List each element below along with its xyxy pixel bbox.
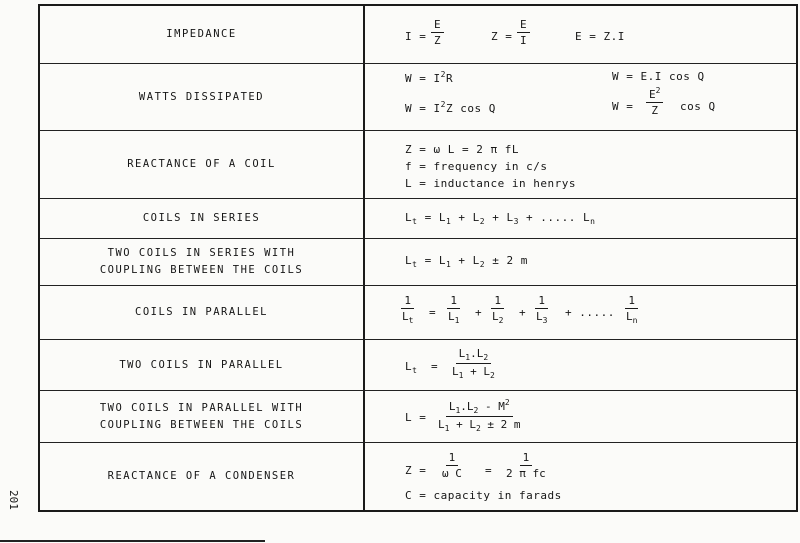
product-over-sum: $\frac{L_1.L_2}{L_1 + L_2}$ xyxy=(452,347,495,380)
z-lhs: Z = xyxy=(491,30,513,43)
one-over-lt: $\frac{1}{L_t}$ xyxy=(402,294,414,325)
one-over-l3: $\frac{1}{L_3}$ xyxy=(536,294,548,325)
inductive-reactance: Z = ω L = 2 π fL xyxy=(405,143,519,156)
one-over-2pifc: $\frac{1}{\text{2 π fc}}$ xyxy=(506,451,546,480)
footer-rule xyxy=(0,540,265,542)
coupled-fraction: $\frac{L_1.L_2 - M^2}{L_1 + L_2 \pm 2 m}$ xyxy=(438,398,521,433)
parallel-coupled-formula xyxy=(369,391,796,442)
coils-parallel-formula xyxy=(369,286,796,339)
table-row xyxy=(40,199,796,239)
table-row xyxy=(40,6,796,64)
table-row xyxy=(40,443,796,510)
e-equals-zi: E = Z.I xyxy=(575,30,625,43)
row-title: TWO COILS IN PARALLEL WITH COUPLING BETWEEN THE COILS xyxy=(40,391,365,442)
watts-i2z-cos: $W = I^2Z$ cos Q xyxy=(405,100,496,115)
equals-sign: = xyxy=(431,360,439,373)
row-title: TWO COILS IN PARALLEL xyxy=(40,340,365,390)
capacity-definition: C = capacity in farads xyxy=(405,489,562,502)
row-title: REACTANCE OF A CONDENSER xyxy=(40,443,365,510)
table-row xyxy=(40,131,796,199)
one-over-ln: $\frac{1}{L_n}$ xyxy=(626,294,638,325)
series-sum: $L_t = L_1 + L_2 + L_3$ + ..... $L_n$ xyxy=(405,211,596,226)
row-title: WATTS DISSIPATED xyxy=(40,64,365,130)
row-title: COILS IN PARALLEL xyxy=(40,286,365,339)
ellipsis-sum: + ..... xyxy=(565,306,615,319)
table-row xyxy=(40,340,796,391)
table-row xyxy=(40,286,796,340)
lt-lhs: $L_t$ xyxy=(405,360,418,375)
inductance-definition: L = inductance in henrys xyxy=(405,177,576,190)
coils-series-formula xyxy=(369,199,796,238)
page-number: 201 xyxy=(7,490,20,510)
impedance-formulas xyxy=(369,6,796,63)
plus-sign: + xyxy=(519,306,527,319)
two-coils-parallel-formula xyxy=(369,340,796,390)
e2-over-z: $\frac{E^2}{Z}$ xyxy=(646,86,663,117)
table-row xyxy=(40,239,796,286)
equals-sign: = xyxy=(485,464,493,477)
coil-reactance-formulas xyxy=(369,131,796,198)
e-over-z: $\frac{E}{Z}$ xyxy=(431,18,444,47)
one-over-omega-c: $\frac{1}{\text{ω C}}$ xyxy=(442,451,462,480)
row-title: REACTANCE OF A COIL xyxy=(40,131,365,198)
coils-series-coupled-formula xyxy=(369,239,796,285)
z-lhs: Z = xyxy=(405,464,427,477)
equals-sign: = xyxy=(429,306,437,319)
formula-table xyxy=(38,4,798,512)
table-row xyxy=(40,64,796,131)
e-over-i: $\frac{E}{I}$ xyxy=(517,18,530,47)
watts-ei-cos: W = E.I cos Q xyxy=(612,70,705,83)
watts-e2z-lhs: W = xyxy=(612,100,634,113)
plus-sign: + xyxy=(475,306,483,319)
watts-cos: cos Q xyxy=(680,100,716,113)
watts-i2r: $W = I^2R$ xyxy=(405,70,454,85)
i-lhs: I = xyxy=(405,30,427,43)
one-over-l1: $\frac{1}{L_1}$ xyxy=(448,294,460,325)
row-title: TWO COILS IN SERIES WITH COUPLING BETWEEN THE COILS xyxy=(40,239,365,285)
frequency-definition: f = frequency in c/s xyxy=(405,160,548,173)
row-title: IMPEDANCE xyxy=(40,6,365,63)
one-over-l2: $\frac{1}{L_2}$ xyxy=(492,294,504,325)
watts-formulas xyxy=(369,64,796,130)
l-lhs: L = xyxy=(405,411,427,424)
row-title: COILS IN SERIES xyxy=(40,199,365,238)
series-coupled-sum: $L_t = L_1 + L_2 \pm 2$ m xyxy=(405,254,528,269)
table-row xyxy=(40,391,796,443)
condenser-reactance-formulas xyxy=(369,443,796,510)
